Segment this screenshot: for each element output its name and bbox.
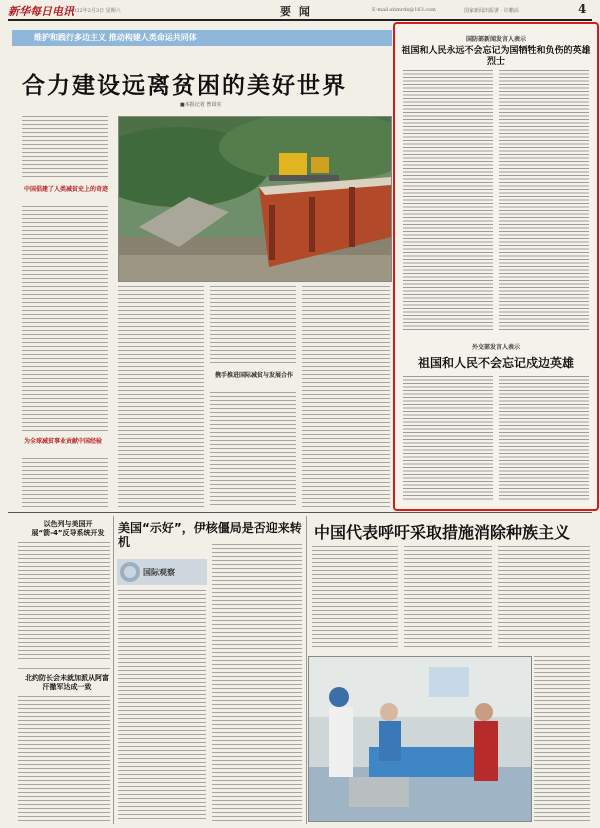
highlighted-article-box — [393, 22, 599, 511]
lead-kicker-1: 中国倡建了人类减贫史上的奇迹 — [24, 186, 109, 193]
lead-banner-text: 维护和践行多边主义 推动构建人类命运共同体 — [34, 33, 197, 42]
lead-body-col1-b — [22, 206, 108, 432]
medical-team-photo — [308, 656, 532, 822]
international-observation-tag — [117, 559, 207, 585]
lead-body-col2 — [118, 286, 204, 508]
editor-line: 国家新闻出版署 · 许鹏高 — [464, 8, 519, 14]
lead-kicker-2: 为全球减贫事业贡献中国经验 — [24, 438, 103, 445]
lead-body-col3-a — [210, 286, 296, 366]
bottom-right-body-col1 — [312, 546, 398, 650]
column-rule-2 — [306, 516, 307, 824]
bottom-left-title-1: 以色列与美国开展“箭-4”反导系统开发 — [31, 520, 105, 537]
bottom-left-body-2 — [18, 696, 110, 822]
bottom-mid-title: 美国“示好”，伊核僵局是否迎来转机 — [118, 521, 302, 549]
column-rule-1 — [113, 516, 114, 824]
section-title: 要 闻 — [280, 5, 312, 18]
lead-body-col3-b — [210, 392, 296, 508]
masthead — [8, 3, 592, 17]
lead-body-col1-a — [22, 116, 108, 180]
bridge-photo-illustration — [119, 117, 391, 281]
redbox-body-col2 — [499, 70, 589, 332]
bottom-right-body-col2 — [404, 546, 492, 650]
bottom-mid-body-col2 — [212, 544, 302, 822]
section-divider — [8, 512, 592, 513]
medical-photo-illustration — [309, 657, 531, 821]
lead-headline: 合力建设远离贫困的美好世界 — [22, 73, 347, 99]
redbox-title-2: 祖国和人民不会忘记戍边英雄 — [417, 356, 574, 370]
lead-subhead-1: 携手推进国际减贫与发展合作 — [214, 372, 293, 379]
lead-body-col1-c — [22, 458, 108, 508]
redbox-title-1: 祖国和人民永远不会忘记为国牺牲和负伤的英雄烈士 — [401, 46, 591, 67]
bottom-right-body-col3 — [498, 546, 590, 650]
redbox-body-col3 — [403, 376, 493, 500]
redbox-body-col1 — [403, 70, 493, 332]
bridge-construction-photo — [118, 116, 392, 282]
page-number: 4 — [578, 2, 587, 16]
lead-banner — [12, 30, 392, 46]
lead-body-col4 — [302, 286, 390, 508]
issue-date: 2022年2月3日 星期六 — [70, 8, 121, 14]
bottom-left-divider — [18, 668, 110, 669]
contact-email: E-mail:xhmrdx@163.com — [372, 7, 436, 13]
redbox-body-col4 — [499, 376, 589, 500]
bottom-right-title: 中国代表呼吁采取措施消除种族主义 — [314, 523, 571, 542]
redbox-kicker-2: 外交部发言人表示 — [471, 344, 520, 351]
bottom-left-title-2: 北约防长会未就加派从阿富汗撤军达成一致 — [25, 674, 109, 691]
bottom-left-body-1 — [18, 542, 110, 662]
bottom-mid-body-col1 — [118, 590, 206, 822]
tag-label: 国际观察 — [143, 568, 175, 577]
redbox-kicker-1: 国防部新闻发言人表示 — [465, 36, 526, 43]
lead-byline: ■本报记者 曾昂实 — [180, 102, 222, 108]
newspaper-logo: 新华每日电讯 — [8, 5, 74, 18]
masthead-rule — [8, 19, 592, 21]
photo-caption — [534, 656, 590, 822]
